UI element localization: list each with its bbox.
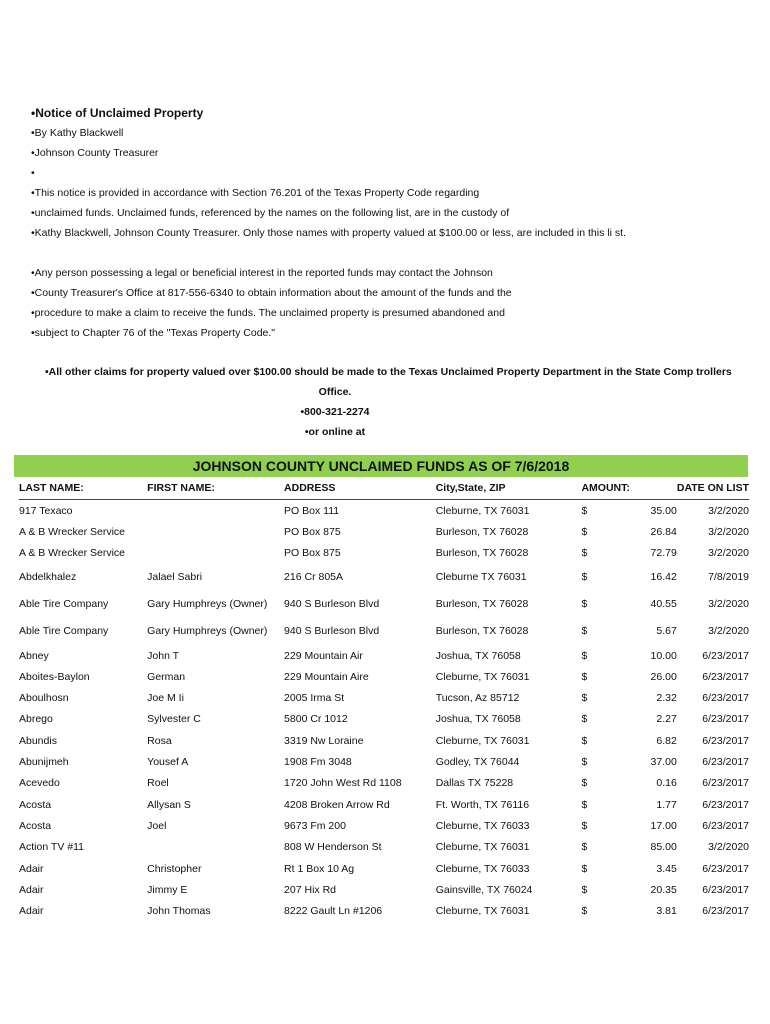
online-note: •or online at bbox=[304, 426, 366, 438]
cell-dollar-sign: $ bbox=[581, 598, 588, 611]
notice-line: •By Kathy Blackwell bbox=[31, 127, 124, 139]
cell-city-state-zip: Cleburne, TX 76031 bbox=[435, 734, 530, 747]
table-row bbox=[19, 666, 749, 687]
cell-city-state-zip: Cleburne, TX 76033 bbox=[435, 862, 530, 875]
cell-first-name: Joel bbox=[147, 819, 167, 832]
notice-text bbox=[31, 103, 731, 343]
cell-city-state-zip: Burleson, TX 76028 bbox=[435, 625, 529, 638]
phone-number: •800-321-2274 bbox=[300, 406, 370, 418]
cell-first-name: German bbox=[147, 670, 186, 683]
table-row bbox=[19, 564, 749, 591]
cell-amount: 2.27 bbox=[656, 713, 677, 726]
cell-dollar-sign: $ bbox=[581, 756, 588, 769]
cell-city-state-zip: Cleburne, TX 76031 bbox=[435, 841, 530, 854]
cell-city-state-zip: Burleson, TX 76028 bbox=[435, 598, 529, 611]
cell-date-on-list: 7/8/2019 bbox=[708, 571, 749, 584]
cell-address: 207 Hix Rd bbox=[284, 883, 336, 896]
cell-first-name: Yousef A bbox=[147, 756, 189, 769]
cell-first-name bbox=[147, 500, 284, 522]
table-row bbox=[19, 687, 749, 708]
cell-last-name: Aboulhosn bbox=[19, 692, 69, 705]
cell-city-state-zip: Dallas TX 75228 bbox=[435, 777, 514, 790]
cell-last-name: Action TV #11 bbox=[19, 841, 84, 854]
cell-city-state-zip: Tucson, Az 85712 bbox=[435, 692, 520, 705]
cell-amount: 1.77 bbox=[656, 798, 677, 811]
cell-first-name: Gary Humphreys (Owner) bbox=[147, 625, 268, 638]
cell-date-on-list: 6/23/2017 bbox=[702, 798, 749, 811]
cell-city-state-zip: Burleson, TX 76028 bbox=[435, 547, 529, 560]
cell-address: 229 Mountain Aire bbox=[284, 670, 369, 683]
cell-first-name: Roel bbox=[147, 777, 169, 790]
cell-dollar-sign: $ bbox=[581, 525, 588, 538]
cell-dollar-sign: $ bbox=[581, 819, 588, 832]
notice-line: •procedure to make a claim to receive the funds. The unclaimed property is presumed abandoned and bbox=[31, 307, 505, 319]
cell-last-name: Able Tire Company bbox=[19, 598, 109, 611]
cell-first-name: Sylvester C bbox=[147, 713, 201, 726]
cell-date-on-list: 3/2/2020 bbox=[708, 841, 749, 854]
cell-date-on-list: 6/23/2017 bbox=[702, 692, 749, 705]
cell-dollar-sign: $ bbox=[581, 841, 588, 854]
cell-address: 808 W Henderson St bbox=[284, 841, 382, 854]
header-last-name: LAST NAME: bbox=[19, 477, 147, 500]
cell-date-on-list: 6/23/2017 bbox=[702, 649, 749, 662]
table-row bbox=[19, 543, 749, 564]
table-row bbox=[19, 837, 749, 858]
table-row bbox=[19, 730, 749, 751]
cell-date-on-list: 6/23/2017 bbox=[702, 819, 749, 832]
cell-amount: 6.82 bbox=[656, 734, 677, 747]
cell-city-state-zip: Burleson, TX 76028 bbox=[435, 525, 529, 538]
cell-address: Rt 1 Box 10 Ag bbox=[284, 862, 355, 875]
cell-date-on-list: 3/2/2020 bbox=[708, 598, 749, 611]
table-row bbox=[19, 645, 749, 666]
cell-address: 216 Cr 805A bbox=[284, 571, 344, 584]
cell-last-name: 917 Texaco bbox=[19, 504, 73, 517]
cell-dollar-sign: $ bbox=[581, 862, 588, 875]
table-row bbox=[19, 773, 749, 794]
cell-date-on-list: 6/23/2017 bbox=[702, 713, 749, 726]
cell-date-on-list: 6/23/2017 bbox=[702, 734, 749, 747]
cell-last-name: Acosta bbox=[19, 798, 52, 811]
cell-dollar-sign: $ bbox=[581, 547, 588, 560]
cell-date-on-list: 6/23/2017 bbox=[702, 777, 749, 790]
cell-address: 229 Mountain Air bbox=[284, 649, 363, 662]
notice-line: •Johnson County Treasurer bbox=[31, 147, 159, 159]
cell-amount: 37.00 bbox=[650, 756, 677, 769]
header-date-on-list: DATE ON LIST bbox=[677, 477, 749, 500]
cell-address: 4208 Broken Arrow Rd bbox=[284, 798, 390, 811]
cell-dollar-sign: $ bbox=[581, 713, 588, 726]
cell-amount: 85.00 bbox=[650, 841, 677, 854]
spacer bbox=[31, 243, 731, 263]
cell-amount: 3.81 bbox=[656, 905, 677, 918]
cell-amount: 2.32 bbox=[656, 692, 677, 705]
table-row bbox=[19, 751, 749, 772]
notice-line: •subject to Chapter 76 of the "Texas Property Code." bbox=[31, 327, 276, 339]
cell-dollar-sign: $ bbox=[581, 625, 588, 638]
table-row bbox=[19, 709, 749, 730]
cell-last-name: Abney bbox=[19, 649, 49, 662]
cell-address: PO Box 875 bbox=[284, 547, 341, 560]
cell-amount: 26.84 bbox=[650, 525, 677, 538]
cell-first-name: Gary Humphreys (Owner) bbox=[147, 598, 268, 611]
cell-address: 5800 Cr 1012 bbox=[284, 713, 348, 726]
cell-last-name: A & B Wrecker Service bbox=[19, 547, 126, 560]
cell-last-name: Able Tire Company bbox=[19, 625, 109, 638]
cell-city-state-zip: Cleburne, TX 76031 bbox=[435, 670, 530, 683]
header-address: ADDRESS bbox=[284, 477, 436, 500]
notice-line: •Kathy Blackwell, Johnson County Treasurer. Only those names with property valued at $100.00 or less, are included in this li st. bbox=[31, 227, 626, 239]
cell-amount: 35.00 bbox=[650, 504, 677, 517]
cell-last-name: Abdelkhalez bbox=[19, 571, 77, 584]
cell-first-name: Joe M Ii bbox=[147, 692, 184, 705]
cell-city-state-zip: Joshua, TX 76058 bbox=[435, 713, 521, 726]
cell-dollar-sign: $ bbox=[581, 670, 588, 683]
cell-date-on-list: 3/2/2020 bbox=[708, 547, 749, 560]
cell-last-name: Aboites-Baylon bbox=[19, 670, 90, 683]
cell-address: 1908 Fm 3048 bbox=[284, 756, 352, 769]
cell-dollar-sign: $ bbox=[581, 734, 588, 747]
cell-date-on-list: 3/2/2020 bbox=[708, 504, 749, 517]
cell-dollar-sign: $ bbox=[581, 798, 588, 811]
cell-address: 940 S Burleson Blvd bbox=[284, 625, 380, 638]
cell-first-name: John T bbox=[147, 649, 180, 662]
notice-line: •This notice is provided in accordance with Section 76.201 of the Texas Property Code regarding bbox=[31, 187, 480, 199]
notice-title: •Notice of Unclaimed Property bbox=[31, 106, 204, 120]
cell-amount: 40.55 bbox=[650, 598, 677, 611]
cell-last-name: Acosta bbox=[19, 819, 52, 832]
cell-first-name: Jimmy E bbox=[147, 883, 188, 896]
cell-amount: 16.42 bbox=[650, 571, 677, 584]
cell-city-state-zip: Cleburne, TX 76031 bbox=[435, 905, 530, 918]
header-amount: AMOUNT: bbox=[581, 477, 640, 500]
cell-date-on-list: 6/23/2017 bbox=[702, 670, 749, 683]
cell-dollar-sign: $ bbox=[581, 504, 588, 517]
table-row bbox=[19, 879, 749, 900]
cell-address: PO Box 875 bbox=[284, 525, 341, 538]
cell-address: 940 S Burleson Blvd bbox=[284, 598, 380, 611]
over-line: •All other claims for property valued over $100.00 should be made to the Texas Unclaimed Property Department in the State Comp trollers bbox=[45, 366, 732, 378]
cell-first-name bbox=[147, 837, 284, 858]
cell-amount: 20.35 bbox=[650, 883, 677, 896]
cell-date-on-list: 6/23/2017 bbox=[702, 862, 749, 875]
cell-last-name: Adair bbox=[19, 862, 44, 875]
notice-line: •County Treasurer's Office at 817-556-6340 to obtain information about the amount of the funds and the bbox=[31, 287, 512, 299]
cell-last-name: Acevedo bbox=[19, 777, 60, 790]
unclaimed-funds-table bbox=[19, 477, 749, 922]
header-first-name: FIRST NAME: bbox=[147, 477, 284, 500]
table-row bbox=[19, 521, 749, 542]
cell-dollar-sign: $ bbox=[581, 905, 588, 918]
cell-first-name: Allysan S bbox=[147, 798, 191, 811]
cell-city-state-zip: Cleburne TX 76031 bbox=[435, 571, 527, 584]
cell-address: 9673 Fm 200 bbox=[284, 819, 346, 832]
cell-last-name: Abrego bbox=[19, 713, 53, 726]
cell-last-name: Abunijmeh bbox=[19, 756, 69, 769]
cell-dollar-sign: $ bbox=[581, 649, 588, 662]
cell-city-state-zip: Cleburne, TX 76033 bbox=[435, 819, 530, 832]
cell-address: PO Box 111 bbox=[284, 504, 340, 517]
table-row bbox=[19, 618, 749, 645]
cell-city-state-zip: Gainsville, TX 76024 bbox=[435, 883, 533, 896]
cell-date-on-list: 6/23/2017 bbox=[702, 883, 749, 896]
cell-date-on-list: 3/2/2020 bbox=[708, 625, 749, 638]
notice-line: •unclaimed funds. Unclaimed funds, referenced by the names on the following list, are in the custody of bbox=[31, 207, 510, 219]
cell-first-name: John Thomas bbox=[147, 905, 211, 918]
cell-first-name bbox=[147, 543, 284, 564]
cell-first-name: Jalael Sabri bbox=[147, 571, 203, 584]
cell-last-name: A & B Wrecker Service bbox=[19, 525, 126, 538]
notice-line: •Any person possessing a legal or beneficial interest in the reported funds may contact the Johnson bbox=[31, 267, 493, 279]
cell-date-on-list: 6/23/2017 bbox=[702, 756, 749, 769]
table-row bbox=[19, 500, 749, 522]
cell-dollar-sign: $ bbox=[581, 692, 588, 705]
cell-city-state-zip: Cleburne, TX 76031 bbox=[435, 504, 530, 517]
notice-line: • bbox=[31, 167, 35, 179]
cell-date-on-list: 6/23/2017 bbox=[702, 905, 749, 918]
cell-first-name: Christopher bbox=[147, 862, 202, 875]
cell-city-state-zip: Ft. Worth, TX 76116 bbox=[435, 798, 530, 811]
table-title: JOHNSON COUNTY UNCLAIMED FUNDS AS OF 7/6/2018 bbox=[14, 455, 748, 477]
table-row bbox=[19, 900, 749, 921]
cell-city-state-zip: Godley, TX 76044 bbox=[435, 756, 520, 769]
cell-first-name bbox=[147, 521, 284, 542]
cell-city-state-zip: Joshua, TX 76058 bbox=[435, 649, 521, 662]
cell-amount: 17.00 bbox=[650, 819, 677, 832]
cell-last-name: Adair bbox=[19, 905, 44, 918]
cell-dollar-sign: $ bbox=[581, 571, 588, 584]
cell-address: 3319 Nw Loraine bbox=[284, 734, 364, 747]
cell-first-name: Rosa bbox=[147, 734, 172, 747]
table-header-row bbox=[19, 477, 749, 500]
over-line: Office. bbox=[318, 386, 352, 398]
cell-amount: 0.16 bbox=[656, 777, 677, 790]
header-amount-value bbox=[640, 477, 677, 500]
cell-dollar-sign: $ bbox=[581, 777, 588, 790]
cell-amount: 72.79 bbox=[650, 547, 677, 560]
table-row bbox=[19, 591, 749, 618]
cell-amount: 5.67 bbox=[656, 625, 677, 638]
cell-amount: 3.45 bbox=[656, 862, 677, 875]
over-100-notice bbox=[30, 362, 732, 442]
header-city-state-zip: City,State, ZIP bbox=[436, 477, 582, 500]
cell-address: 2005 Irma St bbox=[284, 692, 345, 705]
cell-amount: 10.00 bbox=[650, 649, 677, 662]
cell-last-name: Adair bbox=[19, 883, 44, 896]
table-row bbox=[19, 815, 749, 836]
cell-address: 1720 John West Rd 1108 bbox=[284, 777, 402, 790]
cell-date-on-list: 3/2/2020 bbox=[708, 525, 749, 538]
cell-last-name: Abundis bbox=[19, 734, 57, 747]
cell-address: 8222 Gault Ln #1206 bbox=[284, 905, 383, 918]
table-row bbox=[19, 794, 749, 815]
table-row bbox=[19, 858, 749, 879]
cell-amount: 26.00 bbox=[650, 670, 677, 683]
cell-dollar-sign: $ bbox=[581, 883, 588, 896]
